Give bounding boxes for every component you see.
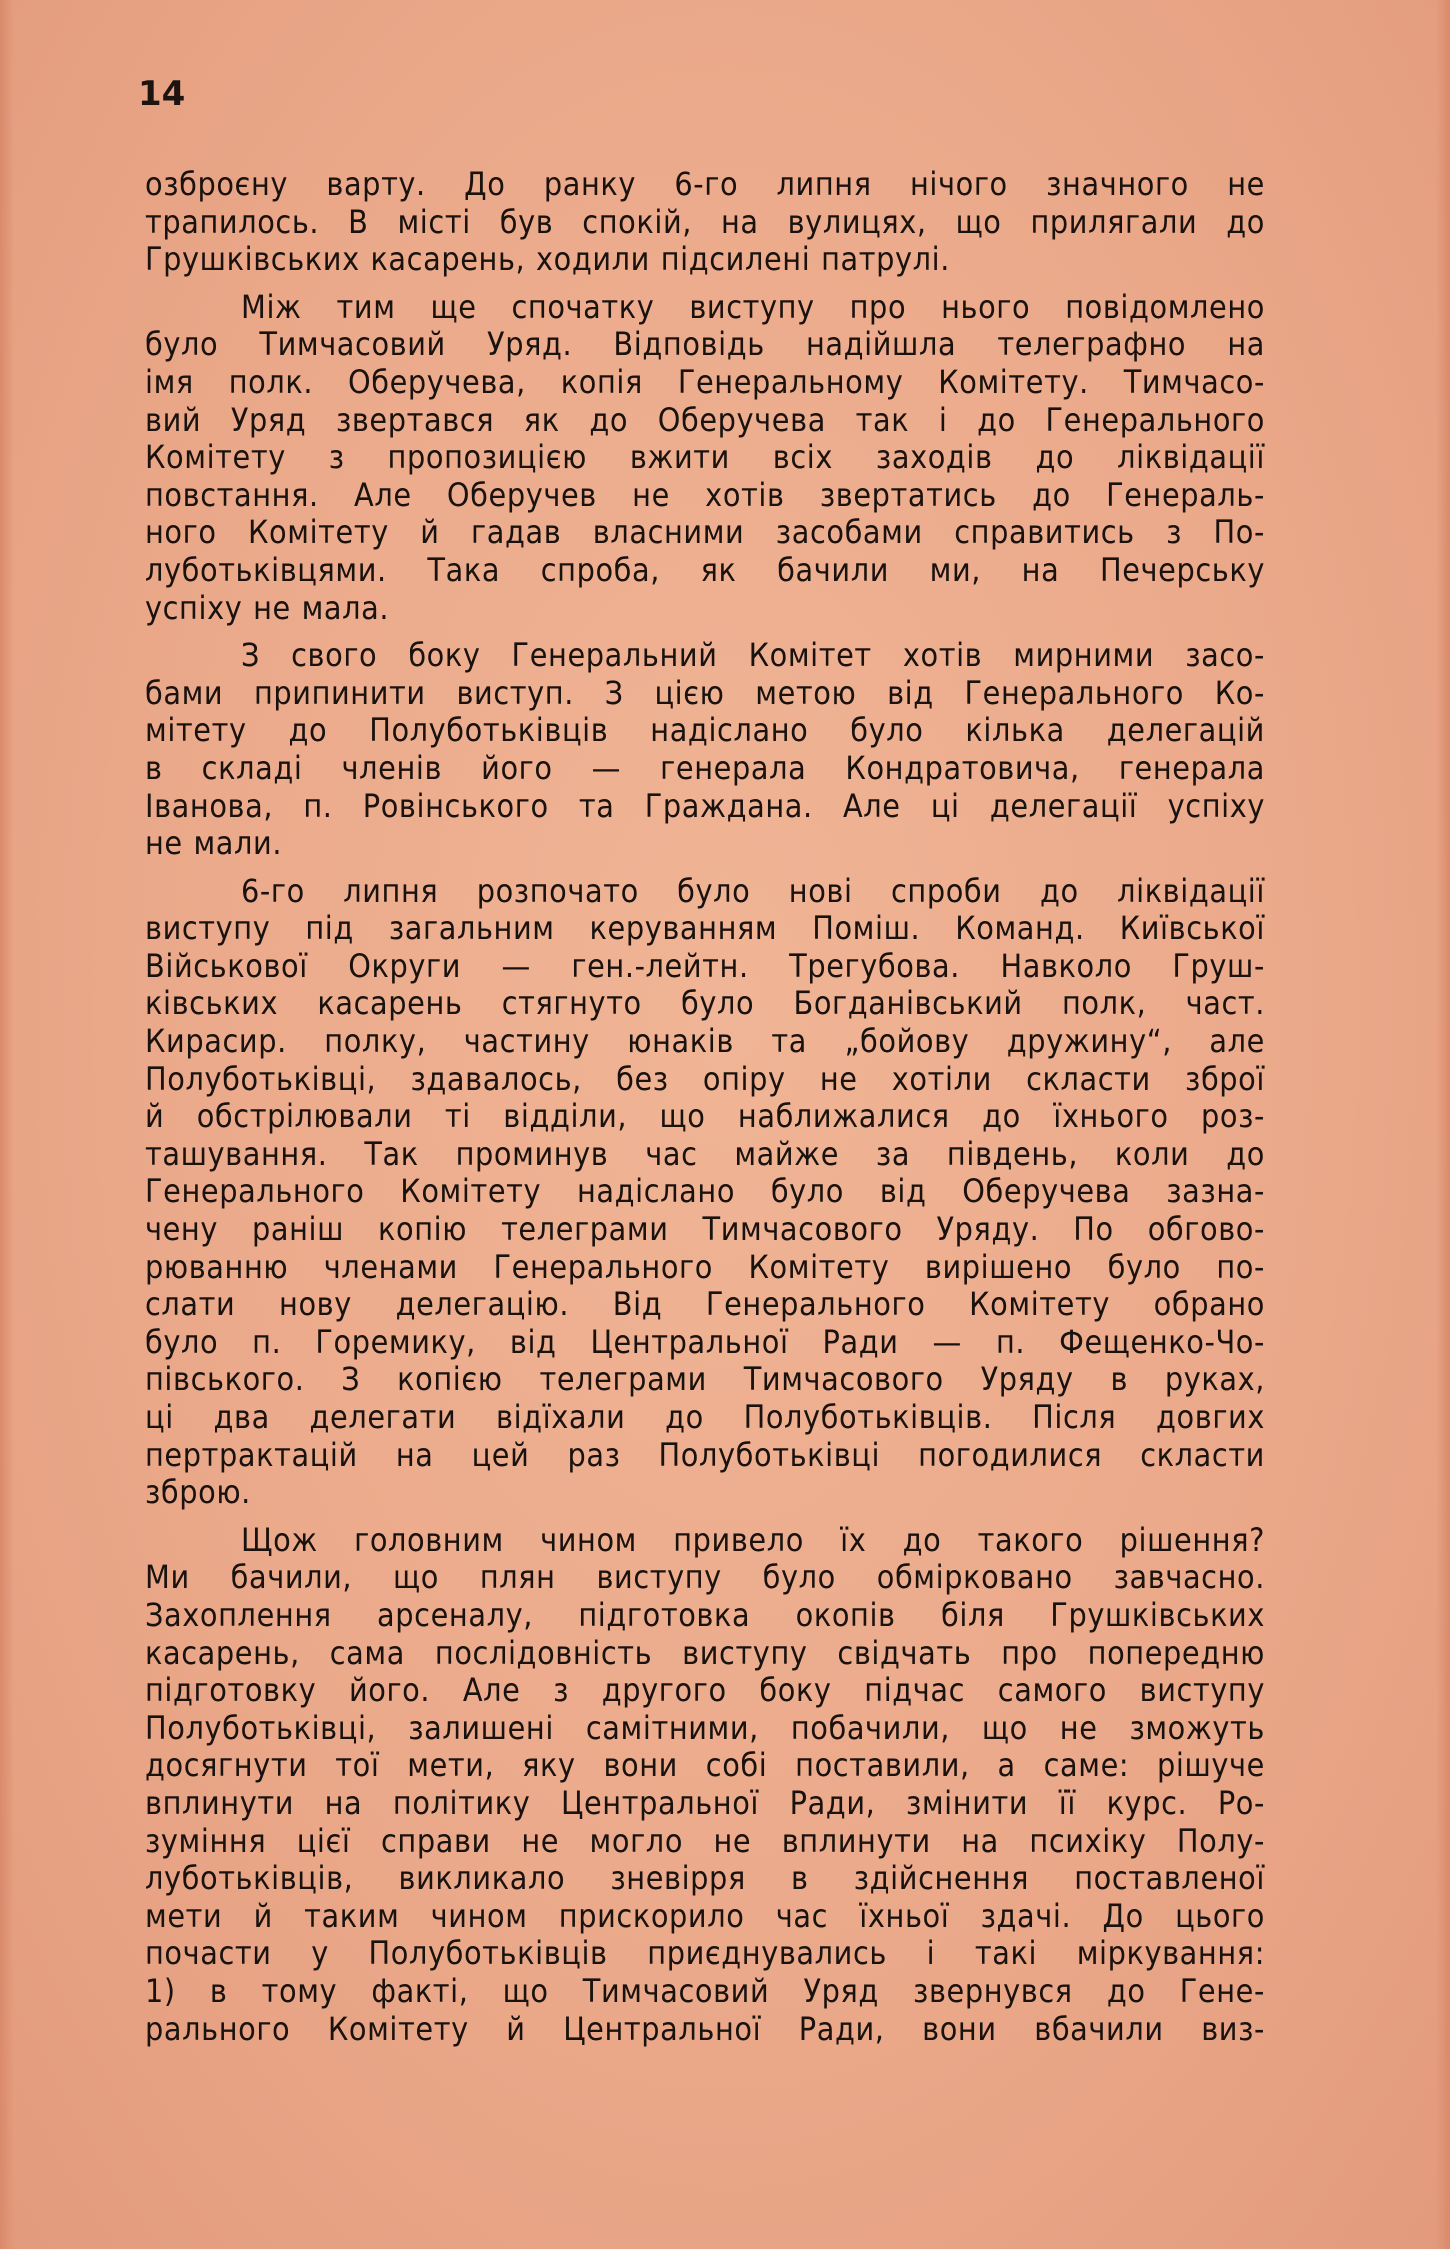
paragraph-4 bbox=[145, 873, 1265, 1512]
text-line: Захоплення арсеналу, підготовка окопів біля Грушківських bbox=[145, 1595, 1265, 1634]
paragraph-2 bbox=[145, 289, 1265, 627]
text-line: 6-го липня розпочато було нові спроби до ліквідації bbox=[241, 871, 1265, 910]
text-line: повстання. Але Оберучев не хотів звертатись до Генераль- bbox=[145, 475, 1265, 514]
text-line: вий Уряд звертався як до Оберучева так і до Генерального bbox=[145, 400, 1265, 439]
text-line: Між тим ще спочатку виступу про нього повідомлено bbox=[241, 287, 1265, 326]
text-line: ного Комітету й гадав власними засобами справитись з По- bbox=[145, 513, 1265, 552]
page-edge-left bbox=[0, 0, 14, 2249]
text-line: чену раніш копію телеграми Тимчасового Уряду. По обгово- bbox=[145, 1210, 1265, 1249]
text-line: ташування. Так проминув час майже за південь, коли до bbox=[145, 1134, 1265, 1173]
text-line: імя полк. Оберучева, копія Генеральному Комітету. Тимчасо- bbox=[145, 362, 1265, 401]
text-line: Генерального Комітету надіслано було від Оберучева зазна- bbox=[145, 1172, 1265, 1211]
text-line: почасти у Полуботьківців приєднувались і такі міркування: bbox=[145, 1934, 1265, 1973]
text-line: ківських касарень стягнуто було Богданівський полк, част. bbox=[145, 984, 1265, 1023]
text-line: Військової Округи — ген.-лейтн. Трегубова. Навколо Груш- bbox=[145, 946, 1265, 985]
text-line: успіху не мала. bbox=[145, 588, 390, 627]
page-number: 14 bbox=[138, 74, 186, 114]
text-line: підготовку його. Але з другого боку підчас самого виступу bbox=[145, 1671, 1265, 1710]
text-line: луботьківцями. Така спроба, як бачили ми, на Печерську bbox=[145, 550, 1265, 589]
text-line: Грушківських касарень, ходили підсилені патрулі. bbox=[145, 240, 950, 279]
paragraph-3 bbox=[145, 637, 1265, 863]
paragraph-1 bbox=[145, 166, 1265, 279]
text-line: досягнути тої мети, яку вони собі поставили, а саме: рішуче bbox=[145, 1746, 1265, 1785]
text-line: півського. З копією телеграми Тимчасового Уряду в руках, bbox=[145, 1360, 1265, 1399]
text-line: бами припинити виступ. З цією метою від Генерального Ко- bbox=[145, 673, 1265, 712]
text-line: пертрактацій на цей раз Полуботьківці погодилися скласти bbox=[145, 1435, 1265, 1474]
text-line: й обстрілювали ті відділи, що наближалися до їхнього роз- bbox=[145, 1097, 1265, 1136]
text-line: виступу під загальним керуванням Поміш. Команд. Київської bbox=[145, 909, 1265, 948]
text-line: вплинути на політику Центральної Ради, змінити її курс. Ро- bbox=[145, 1783, 1265, 1822]
text-line: Ми бачили, що плян виступу було обмірковано завчасно. bbox=[145, 1558, 1265, 1597]
text-line: Кирасир. полку, частину юнаків та „бойову дружину“, але bbox=[145, 1022, 1265, 1061]
text-line: Іванова, п. Ровінського та Граждана. Але ці делегації успіху bbox=[145, 786, 1265, 825]
text-line: 1) в тому факті, що Тимчасовий Уряд звернувся до Гене- bbox=[145, 1971, 1265, 2010]
text-line: трапилось. В місті був спокій, на вулицях, що прилягали до bbox=[145, 202, 1265, 241]
text-line: не мали. bbox=[145, 824, 283, 863]
body-text bbox=[145, 166, 1265, 2058]
text-line: було п. Горемику, від Центральної Ради — п. Фещенко-Чо- bbox=[145, 1322, 1265, 1361]
text-line: касарень, сама послідовність виступу свідчать про попередню bbox=[145, 1633, 1265, 1672]
text-line: ці два делегати відїхали до Полуботьківців. Після довгих bbox=[145, 1398, 1265, 1436]
text-line: зброю. bbox=[145, 1473, 251, 1512]
text-line: слати нову делегацію. Від Генерального Комітету обрано bbox=[145, 1285, 1265, 1324]
text-line: Полуботьківці, здавалось, без опіру не хотіли скласти зброї bbox=[145, 1059, 1265, 1098]
text-line: було Тимчасовий Уряд. Відповідь надійшла телеграфно на bbox=[145, 325, 1265, 364]
text-line: мети й таким чином прискорило час їхньої здачі. До цього bbox=[145, 1896, 1265, 1935]
text-line: мітету до Полуботьківців надіслано було кілька делегацій bbox=[145, 711, 1265, 750]
text-line: рюванню членами Генерального Комітету вирішено було по- bbox=[145, 1247, 1265, 1286]
text-line: Комітету з пропозицією вжити всіх заходів до ліквідації bbox=[145, 438, 1265, 477]
text-line: З свого боку Генеральний Комітет хотів мирними засо- bbox=[241, 636, 1265, 675]
text-line: в складі членів його — генерала Кондратовича, генерала bbox=[145, 748, 1265, 787]
text-line: зуміння цієї справи не могло не вплинути на психіку Полу- bbox=[145, 1821, 1265, 1860]
text-line: Щож головним чином привело їх до такого рішення? bbox=[241, 1520, 1265, 1559]
text-line: рального Комітету й Центральної Ради, вони вбачили виз- bbox=[145, 2009, 1265, 2048]
text-line: озброєну варту. До ранку 6-го липня нічого значного не bbox=[145, 165, 1265, 203]
text-line: Полуботьківці, залишені самітними, побачили, що не зможуть bbox=[145, 1708, 1265, 1747]
page-edge-right bbox=[1436, 0, 1450, 2249]
text-line: луботьківців, викликало зневірря в здійснення поставленої bbox=[145, 1859, 1265, 1898]
paragraph-5 bbox=[145, 1522, 1265, 2048]
